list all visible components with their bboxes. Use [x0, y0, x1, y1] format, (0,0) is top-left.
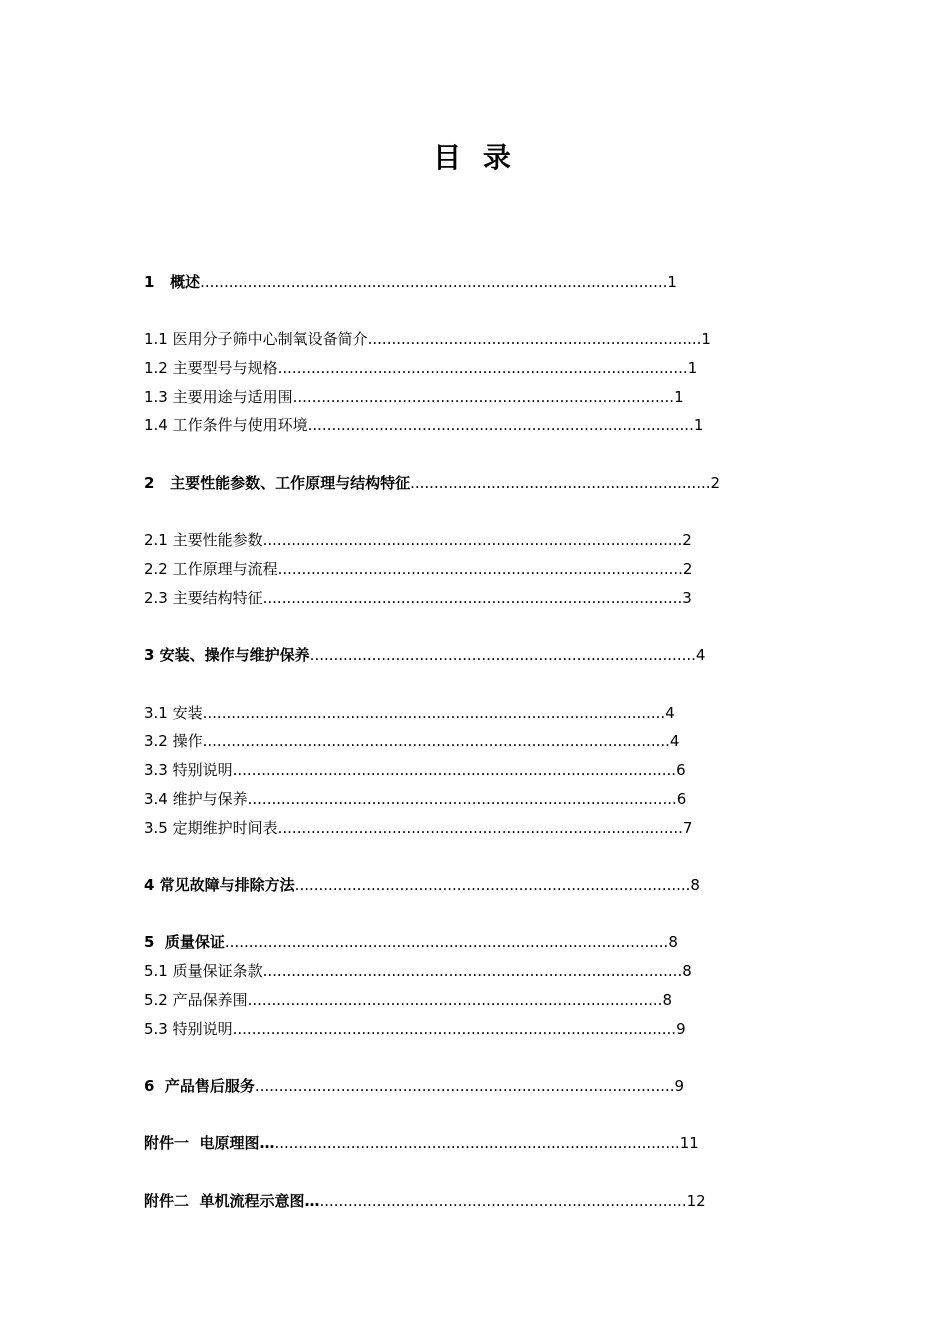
- toc-entry-page: 3: [682, 589, 692, 607]
- toc-entry-label: 5.3 特别说明: [144, 1020, 233, 1038]
- toc-entry-label: 附件一 电原理图…: [144, 1134, 275, 1152]
- toc-leader-dots: .....................................................................................: [277, 819, 683, 837]
- toc-entry-label: 5 质量保证: [144, 933, 225, 951]
- toc-entry-label: 3 安装、操作与维护保养: [144, 646, 310, 664]
- toc-entry[interactable]: [144, 558, 692, 580]
- toc-leader-dots: ......................................................................................: [277, 359, 688, 377]
- toc-entry-label: 1.3 主要用途与适用围: [144, 388, 293, 406]
- toc-entry[interactable]: [144, 386, 684, 408]
- toc-entry-label: 2.1 主要性能参数: [144, 531, 263, 549]
- toc-entry-page: 2: [682, 531, 692, 549]
- toc-entry-page: 1: [667, 273, 677, 291]
- toc-entry[interactable]: [144, 271, 677, 293]
- toc-entry-page: 11: [679, 1134, 699, 1152]
- toc-entry-label: 1 概述: [144, 273, 201, 291]
- toc-entry-label: 3.2 操作: [144, 732, 203, 750]
- toc-entry[interactable]: [144, 960, 692, 982]
- toc-entry-page: 8: [662, 991, 672, 1009]
- toc-entry-page: 1: [701, 330, 711, 348]
- toc-entry-label: 1.2 主要型号与规格: [144, 359, 278, 377]
- toc-entry-page: 2: [682, 560, 693, 578]
- toc-entry[interactable]: [144, 730, 679, 752]
- toc-entry[interactable]: [144, 472, 720, 494]
- toc-entry-page: 9: [674, 1077, 685, 1095]
- toc-leader-dots: .............................................................................................: [224, 933, 669, 951]
- toc-leader-dots: ......................................................................: [367, 330, 702, 348]
- toc-leader-dots: .................................................................................: [307, 416, 694, 434]
- toc-entry[interactable]: [144, 644, 705, 666]
- toc-entry-label: 2 主要性能参数、工作原理与结构特征: [144, 474, 411, 492]
- toc-leader-dots: ........................................................................................: [254, 1077, 675, 1095]
- toc-leader-dots: ...............................................................: [410, 474, 711, 492]
- toc-entry[interactable]: [144, 702, 675, 724]
- toc-entry[interactable]: [144, 529, 692, 551]
- toc-entry-label: 4 常见故障与排除方法: [144, 876, 295, 894]
- toc-entry-label: 3.1 安装: [144, 704, 203, 722]
- toc-entry-page: 8: [668, 933, 678, 951]
- toc-leader-dots: .............................................................................: [319, 1192, 687, 1210]
- toc-entry-label: 6 产品售后服务: [144, 1077, 255, 1095]
- toc-leader-dots: ........................................................................................: [262, 589, 683, 607]
- toc-entry[interactable]: [144, 1132, 699, 1154]
- toc-entry[interactable]: [144, 1075, 684, 1097]
- toc-entry-page: 4: [695, 646, 706, 664]
- toc-leader-dots: ..........................................................................................: [247, 790, 677, 808]
- toc-leader-dots: .................................................................................................: [202, 704, 666, 722]
- toc-entry-label: 3.3 特别说明: [144, 761, 233, 779]
- toc-entry[interactable]: [144, 587, 692, 609]
- toc-entry-page: 1: [687, 359, 698, 377]
- toc-entry[interactable]: [144, 357, 697, 379]
- toc-leader-dots: ..................................................................................................: [200, 273, 668, 291]
- toc-entry-page: 4: [669, 732, 680, 750]
- toc-leader-dots: ................................................................................: [292, 388, 675, 406]
- toc-entry[interactable]: [144, 1018, 686, 1040]
- toc-leader-dots: ..................................................................................................: [202, 732, 670, 750]
- toc-leader-dots: .............................................................................................: [232, 1020, 677, 1038]
- toc-entry-label: 1.4 工作条件与使用环境: [144, 416, 308, 434]
- toc-entry-page: 1: [674, 388, 684, 406]
- toc-entry-label: 3.5 定期维护时间表: [144, 819, 278, 837]
- toc-entry[interactable]: [144, 788, 686, 810]
- toc-entry-label: 5.1 质量保证条款: [144, 962, 263, 980]
- toc-leader-dots: ...................................................................................: [294, 876, 691, 894]
- toc-entry-label: 3.4 维护与保养: [144, 790, 248, 808]
- toc-leader-dots: .................................................................................: [309, 646, 696, 664]
- toc-entry-label: 1.1 医用分子筛中心制氧设备简介: [144, 330, 368, 348]
- toc-leader-dots: ........................................................................................: [262, 531, 683, 549]
- toc-entry[interactable]: [144, 1190, 706, 1212]
- page-title: 目 录: [433, 141, 517, 174]
- toc-leader-dots: .....................................................................................: [274, 1134, 680, 1152]
- toc-entry-page: 6: [676, 790, 687, 808]
- toc-entry[interactable]: [144, 328, 711, 350]
- toc-entry-page: 8: [682, 962, 692, 980]
- toc-entry[interactable]: [144, 989, 672, 1011]
- toc-entry-label: 附件二 单机流程示意图…: [144, 1192, 320, 1210]
- toc-leader-dots: .......................................................................................: [247, 991, 663, 1009]
- toc-entry[interactable]: [144, 931, 678, 953]
- toc-entry-label: 2.2 工作原理与流程: [144, 560, 278, 578]
- toc-entry-page: 9: [676, 1020, 686, 1038]
- toc-entry[interactable]: [144, 759, 686, 781]
- toc-leader-dots: ........................................................................................: [262, 962, 683, 980]
- toc-entry[interactable]: [144, 874, 700, 896]
- toc-entry[interactable]: [144, 817, 692, 839]
- toc-entry-page: 8: [690, 876, 700, 894]
- toc-leader-dots: .............................................................................................: [232, 761, 677, 779]
- toc-entry-page: 2: [710, 474, 721, 492]
- toc-entry[interactable]: [144, 414, 703, 436]
- toc-leader-dots: .....................................................................................: [277, 560, 683, 578]
- toc-entry-page: 12: [686, 1192, 706, 1210]
- toc-entry-label: 5.2 产品保养围: [144, 991, 248, 1009]
- toc-entry-page: 4: [665, 704, 675, 722]
- toc-entry-page: 1: [693, 416, 704, 434]
- toc-entry-page: 7: [682, 819, 693, 837]
- toc-entry-page: 6: [676, 761, 686, 779]
- toc-entry-label: 2.3 主要结构特征: [144, 589, 263, 607]
